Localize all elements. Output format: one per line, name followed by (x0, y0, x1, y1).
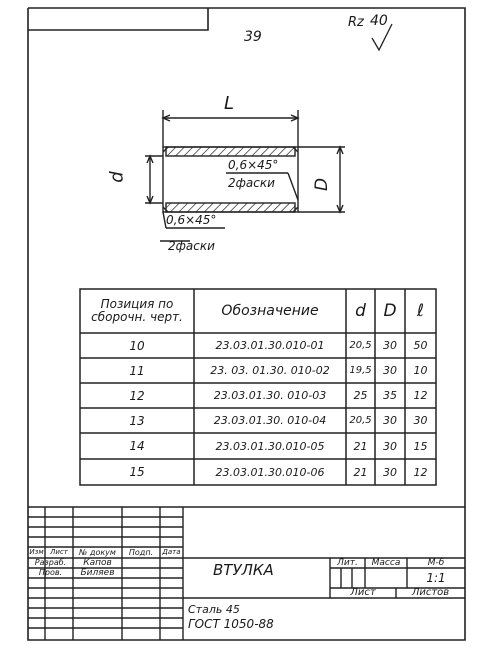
row-2-designation: 23. 03. 01.30. 010-02 (210, 364, 330, 377)
tb-col-izm: Изм (29, 548, 44, 556)
tb-role-developer: Разраб. (34, 558, 67, 567)
tb-col-doc: № докум (79, 547, 116, 557)
tb-scale-label: М-б (427, 557, 445, 568)
chamfer-inner-label: 0,6×45° (228, 158, 279, 172)
dim-outer-label: D (312, 177, 333, 192)
tb-scale-value: 1:1 (426, 571, 446, 585)
row-5-D: 30 (383, 439, 397, 453)
row-1-designation: 23.03.01.30.010-01 (215, 339, 325, 352)
tb-col-list: Лист (50, 548, 68, 556)
tb-role-checker: Пров. (38, 568, 63, 577)
tb-sheets-label: Листов (411, 587, 450, 598)
row-2-pos: 11 (129, 363, 145, 378)
row-3-d: 25 (353, 389, 368, 402)
row-4-l: 30 (413, 414, 428, 427)
row-4-designation: 23.03.01.30. 010-04 (213, 414, 327, 427)
row-2-D: 30 (383, 364, 397, 377)
tb-name-developer: Капов (83, 557, 112, 568)
row-4-D: 30 (383, 414, 397, 427)
row-6-pos: 15 (129, 465, 145, 479)
row-6-l: 12 (413, 465, 428, 479)
row-1-D: 30 (383, 339, 397, 352)
row-1-d: 20,5 (349, 339, 372, 351)
chamfer-outer-note: 2фаски (168, 239, 215, 253)
row-3-pos: 12 (129, 388, 145, 403)
row-5-designation: 23.03.01.30.010-05 (215, 439, 325, 453)
header-position-line2: сборочн. черт. (91, 310, 183, 324)
tb-col-sign: Подп. (128, 547, 154, 557)
tb-title: ВТУЛКА (213, 561, 274, 579)
header-designation: Обозначение (221, 303, 319, 319)
dim-length-label: L (224, 93, 235, 114)
row-2-l: 10 (413, 364, 428, 377)
row-6-D: 30 (383, 465, 397, 479)
row-4-pos: 13 (129, 413, 145, 428)
row-5-l: 15 (413, 439, 428, 453)
header-D: D (383, 300, 397, 321)
row-5-pos: 14 (129, 439, 145, 453)
header-l: ℓ (416, 300, 425, 321)
header-d: d (355, 300, 366, 321)
row-1-pos: 10 (129, 338, 145, 353)
chamfer-outer-label: 0,6×45° (166, 213, 217, 227)
row-6-d: 21 (353, 465, 368, 479)
chamfer-inner-note: 2фаски (228, 176, 275, 190)
tb-material-line1: Сталь 45 (188, 603, 240, 616)
header-position (80, 289, 194, 333)
page-number: 39 (244, 29, 262, 45)
row-5-d: 21 (353, 439, 368, 453)
roughness-symbol: Rz (348, 15, 364, 30)
tb-material-line2: ГОСТ 1050-88 (188, 617, 274, 631)
row-1-l: 50 (413, 339, 428, 352)
tb-sheet-label: Лист (350, 587, 376, 598)
row-3-designation: 23.03.01.30. 010-03 (213, 389, 327, 402)
tb-mass-label: Масса (371, 557, 401, 568)
tb-name-checker: Биляев (80, 567, 115, 578)
header-position-line1: Позиция по (100, 297, 174, 311)
tb-lit-label: Лит. (337, 557, 358, 568)
row-6-designation: 23.03.01.30.010-06 (215, 465, 325, 479)
tb-col-date: Дата (162, 548, 181, 556)
roughness-value: 40 (370, 13, 388, 29)
dim-inner-label: d (106, 171, 128, 183)
row-3-l: 12 (413, 389, 428, 402)
row-4-d: 20,5 (349, 414, 372, 426)
row-2-d: 19,5 (349, 364, 372, 376)
row-3-D: 35 (383, 389, 397, 402)
